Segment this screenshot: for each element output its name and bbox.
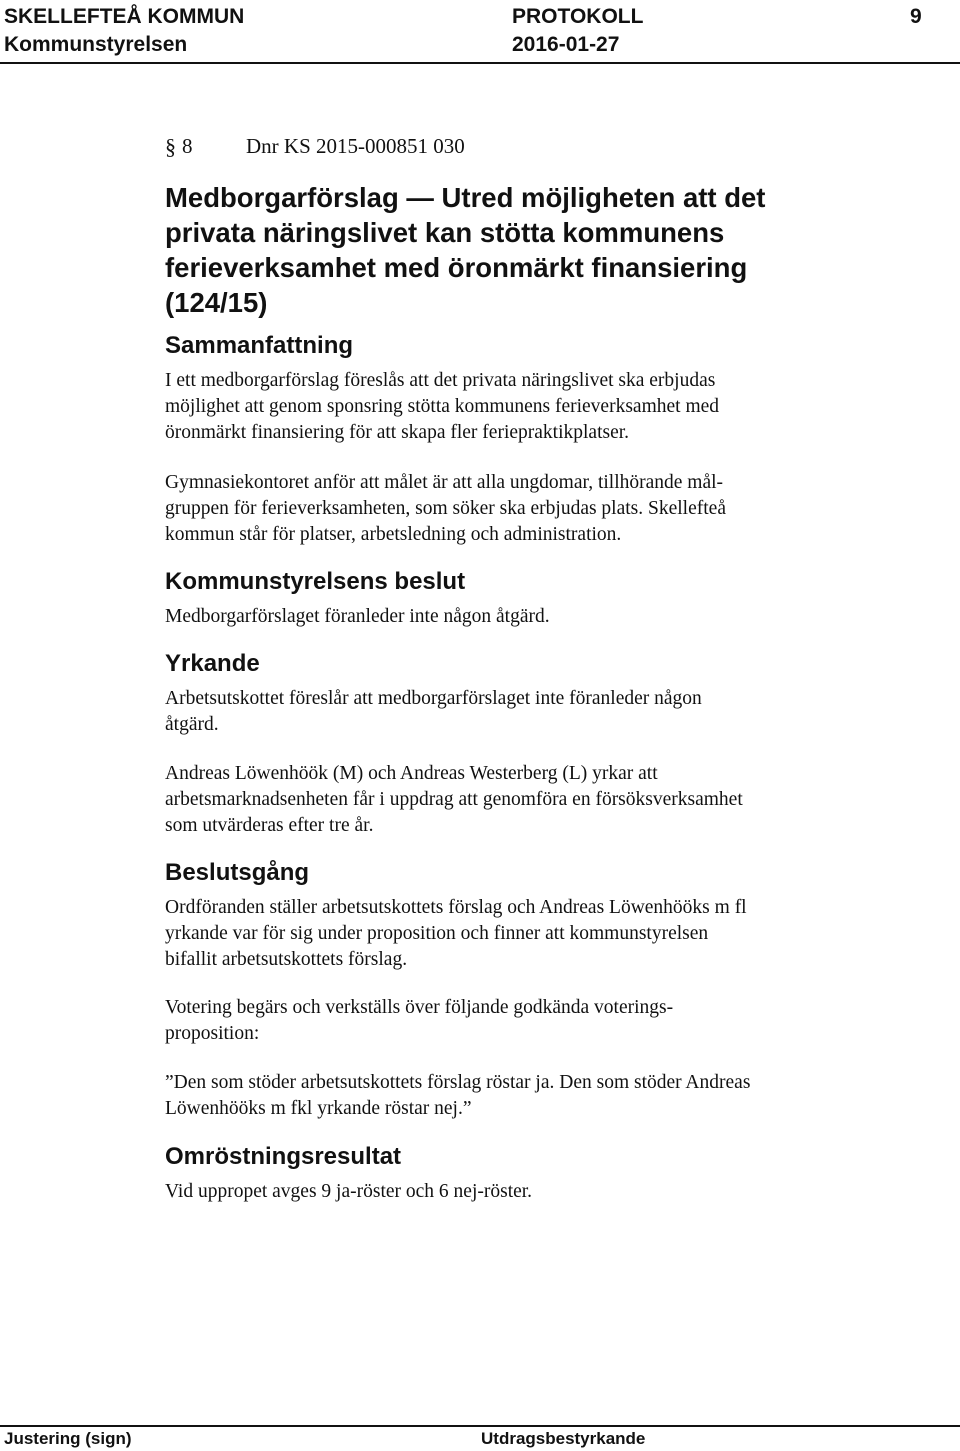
text-line: Arbetsutskottet föreslår att medborgarförslaget inte föranleder någon: [165, 688, 702, 709]
heading-omrostning: Omröstningsresultat: [165, 1143, 402, 1170]
heading-beslut: Kommunstyrelsens beslut: [165, 568, 466, 595]
text-line: kommun står för platser, arbetsledning och administration.: [165, 524, 622, 545]
text-line: åtgärd.: [165, 714, 219, 735]
heading-beslutsgang: Beslutsgång: [165, 859, 310, 886]
text-line: möjlighet att genom sponsring stötta kommunens ferieverksamhet med: [165, 396, 720, 417]
header-doc-type: PROTOKOLL: [512, 5, 644, 28]
text-line: Votering begärs och verkställs över följande godkända voterings-: [165, 997, 674, 1018]
heading-sammanfattning: Sammanfattning: [165, 332, 354, 359]
title-line: (124/15): [165, 287, 268, 318]
text-line: yrkande var för sig under proposition och finner att kommunstyrelsen: [165, 923, 709, 944]
text-line: Löwenhööks m fkl yrkande röstar nej.”: [165, 1098, 472, 1119]
text-line: I ett medborgarförslag föreslås att det privata näringslivet ska erbjudas: [165, 370, 716, 391]
header-date: 2016-01-27: [512, 33, 620, 56]
header-divider: [0, 62, 960, 64]
text-line: öronmärkt finansiering för att skapa fler feriepraktikplatser.: [165, 422, 630, 443]
heading-yrkande: Yrkande: [165, 650, 260, 677]
dnr-reference: Dnr KS 2015-000851 030: [246, 134, 465, 158]
text-line: Vid uppropet avges 9 ja-röster och 6 nej-röster.: [165, 1181, 533, 1202]
footer-utdrag: Utdragsbestyrkande: [481, 1429, 646, 1448]
text-line: arbetsmarknadsenheten får i uppdrag att genomföra en försöksverksamhet: [165, 789, 743, 810]
header-org: SKELLEFTEÅ KOMMUN: [4, 5, 245, 28]
title-line: ferieverksamhet med öronmärkt finansiering: [165, 252, 748, 283]
section-mark: §: [165, 134, 176, 159]
title-line: privata näringslivet kan stötta kommunens: [165, 217, 725, 248]
text-line: gruppen för ferieverksamheten, som söker ska erbjudas plats. Skellefteå: [165, 498, 726, 519]
text-line: Ordföranden ställer arbetsutskottets förslag och Andreas Löwenhööks m fl: [165, 897, 747, 918]
text-line: bifallit arbetsutskottets förslag.: [165, 949, 408, 970]
text-line: Andreas Löwenhöök (M) och Andreas Westerberg (L) yrkar att: [165, 763, 658, 784]
item-number: 8: [182, 134, 193, 158]
text-line: ”Den som stöder arbetsutskottets förslag röstar ja. Den som stöder Andreas: [165, 1072, 751, 1093]
title-line: Medborgarförslag — Utred möjligheten att det: [165, 182, 766, 213]
header-page-number: 9: [910, 5, 922, 28]
text-line: Gymnasiekontoret anför att målet är att alla ungdomar, tillhörande mål-: [165, 472, 724, 493]
text-line: Medborgarförslaget föranleder inte någon åtgärd.: [165, 606, 550, 627]
footer-divider: [0, 1425, 960, 1427]
text-line: som utvärderas efter tre år.: [165, 815, 374, 836]
text-line: proposition:: [165, 1023, 260, 1044]
footer-justering: Justering (sign): [4, 1429, 132, 1448]
header-body: Kommunstyrelsen: [4, 33, 188, 56]
